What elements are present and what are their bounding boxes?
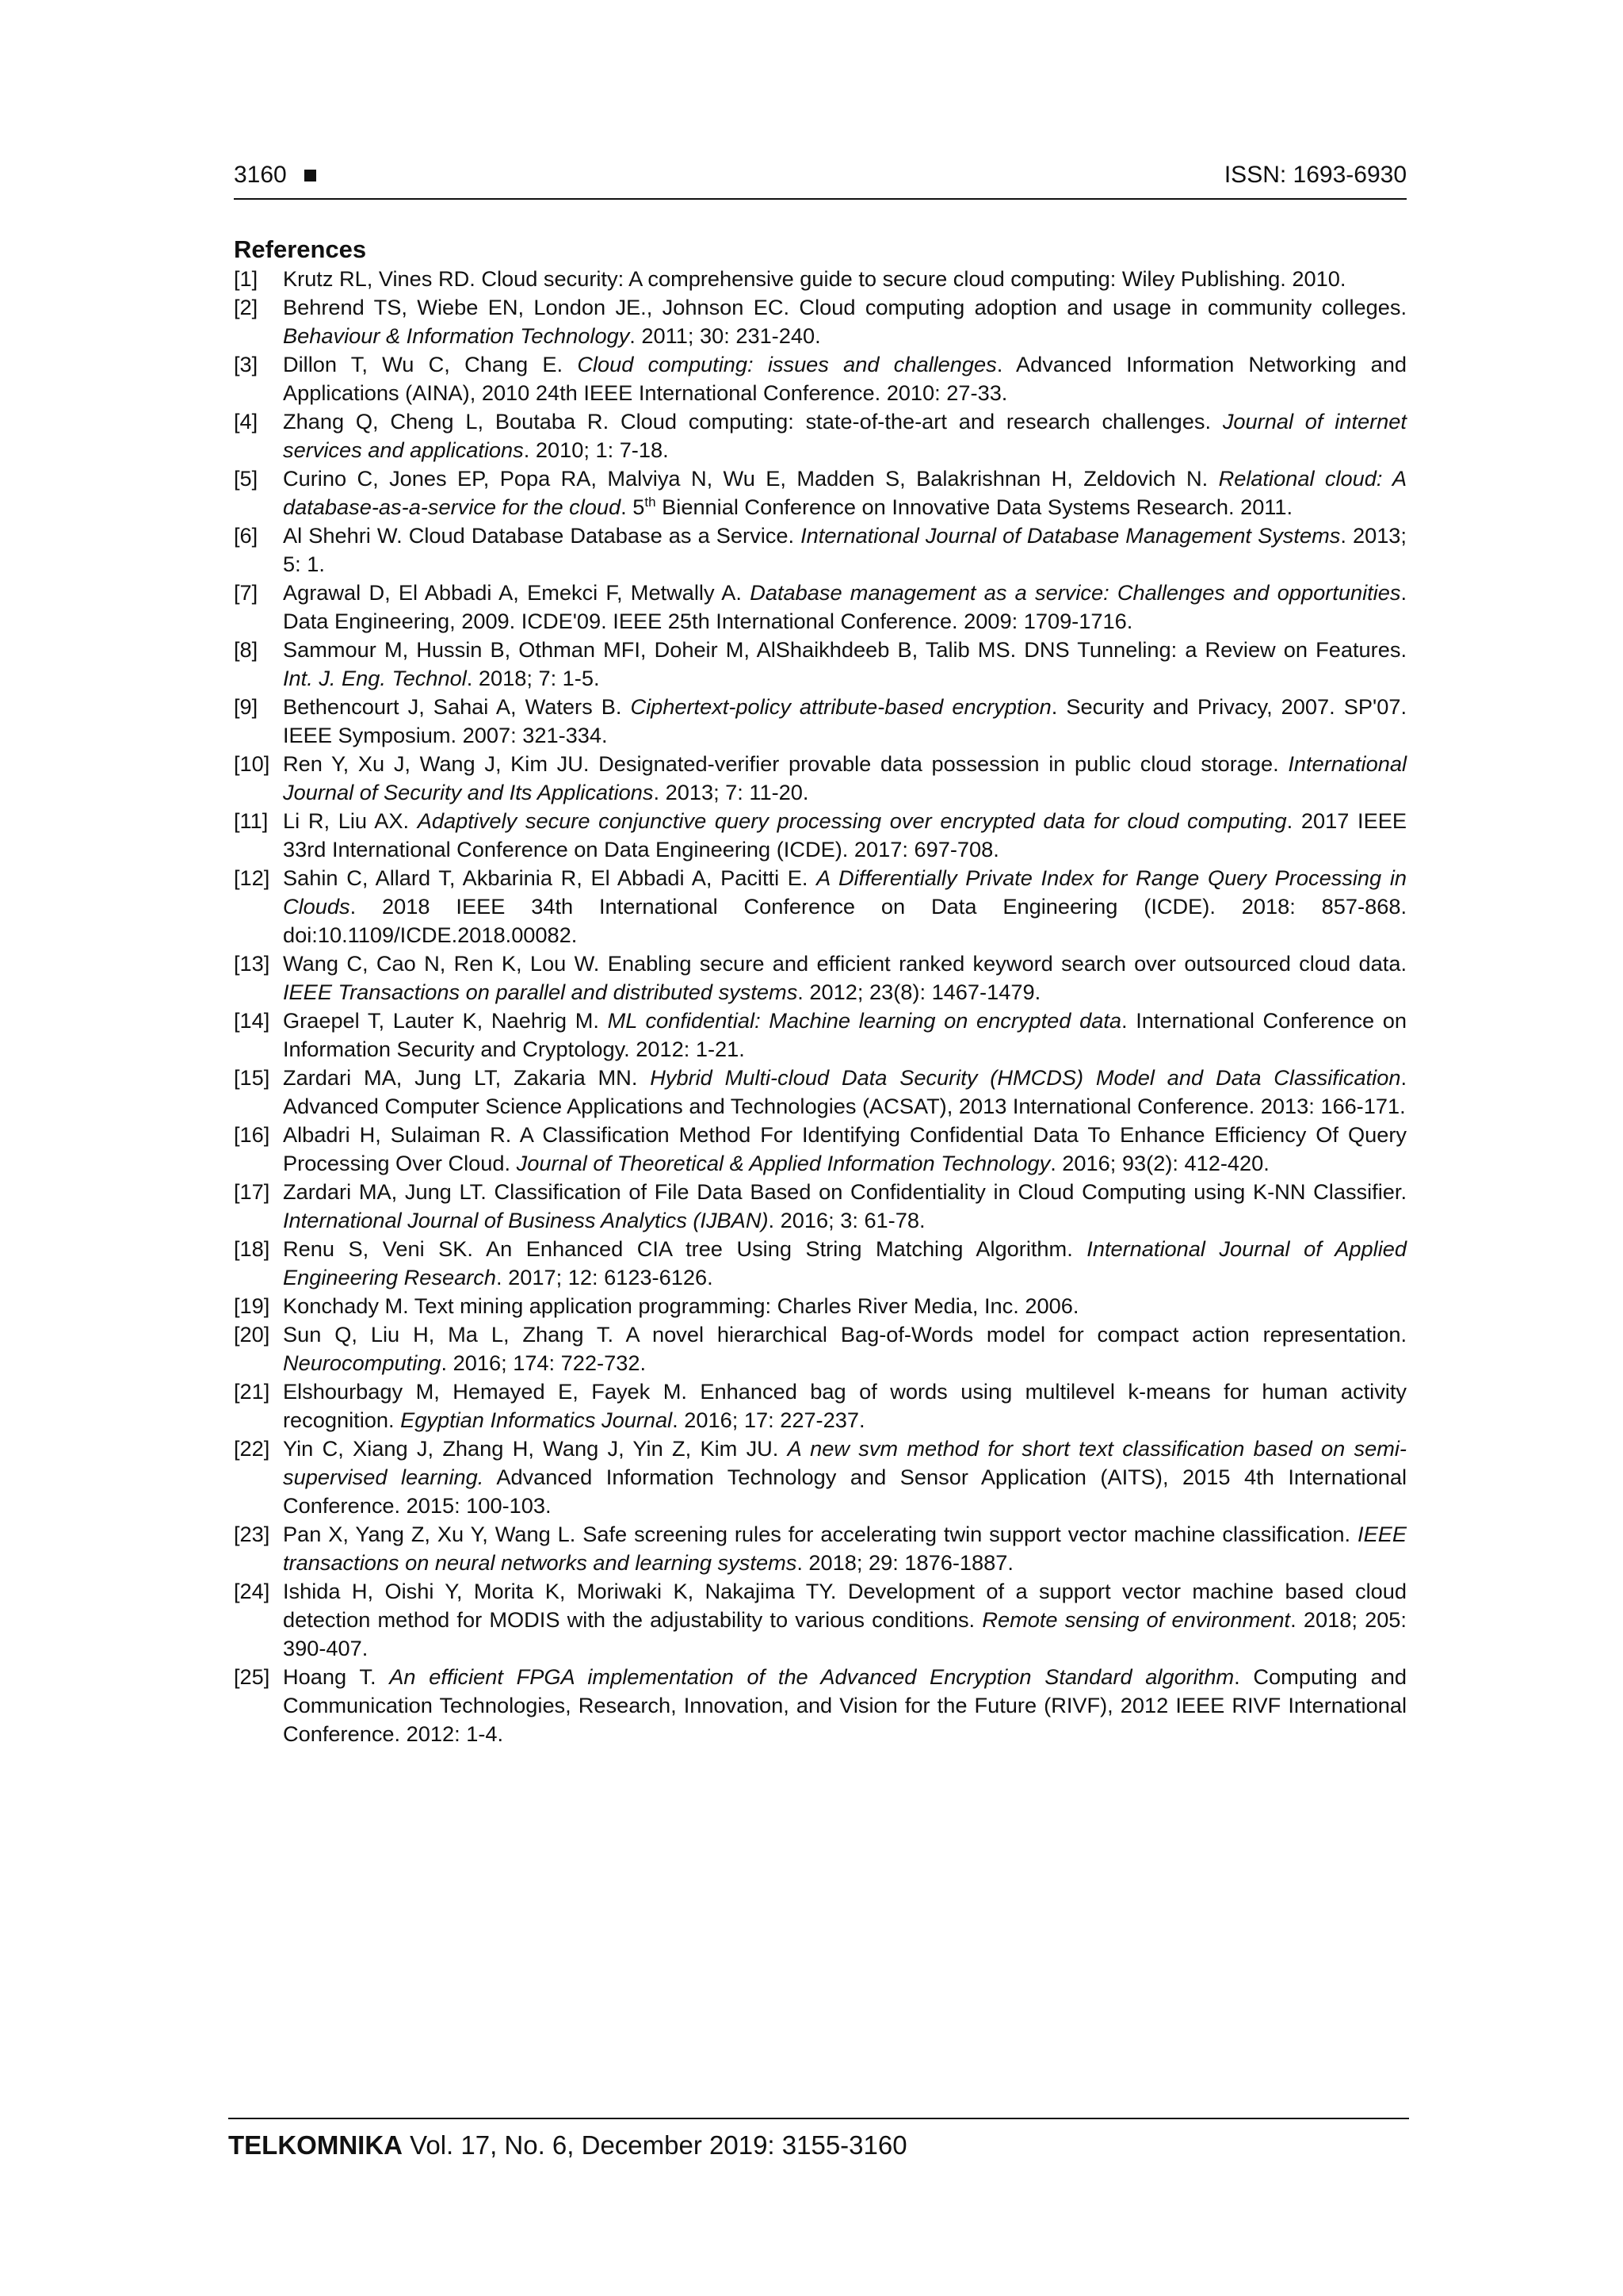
reference-italic-segment: International Journal of Security and Its Applications xyxy=(283,751,1407,804)
square-bullet-icon xyxy=(304,170,316,181)
reference-italic-segment: Remote sensing of environment xyxy=(982,1607,1291,1632)
reference-segment: Zardari MA, Jung LT. Classification of File Data Based on Confidentiality in Cloud Computing using K-NN Classifier. xyxy=(283,1179,1407,1204)
reference-number: [13] xyxy=(234,951,270,976)
references-title: References xyxy=(234,235,367,263)
reference-segment: Pan X, Yang Z, Xu Y, Wang L. Safe screening rules for accelerating twin support vector machine classification. xyxy=(283,1522,1358,1546)
reference-segment: Krutz RL, Vines RD. Cloud security: A comprehensive guide to secure cloud computing: Wiley Publishing. 2010. xyxy=(283,266,1346,291)
reference-item xyxy=(234,407,1407,464)
reference-text xyxy=(283,864,1407,949)
reference-italic-segment: Int. J. Eng. Technol xyxy=(283,666,467,690)
reference-text xyxy=(283,1377,1407,1435)
reference-segment: Li R, Liu AX. xyxy=(283,808,418,833)
reference-text xyxy=(283,464,1407,521)
reference-segment: Sahin C, Allard T, Akbarinia R, El Abbadi A, Pacitti E. xyxy=(283,865,817,890)
reference-text xyxy=(283,350,1407,407)
reference-segment: Zhang Q, Cheng L, Boutaba R. Cloud computing: state-of-the-art and research challenges. xyxy=(283,409,1223,434)
reference-segment: . Computing and Communication Technologies, Research, Innovation, and Vision for the Future (RIVF), 2012 IEEE RIVF International Conference. 2012: 1-4. xyxy=(283,1664,1407,1746)
reference-segment: . 2012; 23(8): 1467-1479. xyxy=(797,980,1041,1004)
reference-segment: Behrend TS, Wiebe EN, London JE., Johnson EC. Cloud computing adoption and usage in community colleges. xyxy=(283,295,1407,319)
reference-italic-segment: Neurocomputing xyxy=(283,1350,441,1375)
reference-italic-segment: Egyptian Informatics Journal xyxy=(400,1408,673,1432)
reference-number: [21] xyxy=(234,1379,270,1404)
reference-text xyxy=(283,1007,1407,1064)
reference-segment: . 2011; 30: 231-240. xyxy=(629,323,821,348)
reference-segment: Elshourbagy M, Hemayed E, Fayek M. Enhanced bag of words using multilevel k-means for human activity recognition. xyxy=(283,1379,1407,1432)
reference-text xyxy=(283,1435,1407,1520)
reference-item xyxy=(234,1121,1407,1178)
reference-text xyxy=(283,750,1407,807)
reference-italic-segment: Journal of internet services and applications xyxy=(283,409,1407,462)
reference-text xyxy=(283,1064,1407,1121)
reference-segment: . 2016; 17: 227-237. xyxy=(672,1408,865,1432)
reference-number: [9] xyxy=(234,694,258,719)
reference-segment: Wang C, Cao N, Ren K, Lou W. Enabling secure and efficient ranked keyword search over outsourced cloud data. xyxy=(283,951,1407,976)
reference-segment: . 2018; 205: 390-407. xyxy=(283,1607,1407,1660)
reference-text xyxy=(283,1178,1407,1235)
reference-text xyxy=(283,407,1407,464)
reference-item xyxy=(234,750,1407,807)
reference-italic-segment: International Journal of Business Analytics (IJBAN) xyxy=(283,1208,769,1232)
reference-text xyxy=(283,1663,1407,1748)
reference-item xyxy=(234,636,1407,693)
reference-number: [19] xyxy=(234,1293,270,1318)
reference-segment: . International Conference on Information Security and Cryptology. 2012: 1-21. xyxy=(283,1008,1407,1061)
reference-segment: . 2016; 174: 722-732. xyxy=(441,1350,646,1375)
reference-item xyxy=(234,521,1407,579)
reference-number: [16] xyxy=(234,1122,270,1147)
reference-text xyxy=(283,293,1407,350)
reference-text xyxy=(283,1577,1407,1663)
reference-segment: Ren Y, Xu J, Wang J, Kim JU. Designated-verifier provable data possession in public cloud storage. xyxy=(283,751,1289,776)
page-footer xyxy=(228,2118,1409,2160)
reference-item xyxy=(234,1377,1407,1435)
reference-segment: Graepel T, Lauter K, Naehrig M. xyxy=(283,1008,608,1033)
reference-segment: Yin C, Xiang J, Zhang H, Wang J, Yin Z, Kim JU. xyxy=(283,1436,788,1461)
reference-superscript: th xyxy=(644,494,656,510)
reference-segment: Albadri H, Sulaiman R. A Classification Method For Identifying Confidential Data To Enhance Efficiency Of Query Processing Over Cloud. xyxy=(283,1122,1407,1175)
reference-text xyxy=(283,636,1407,693)
reference-list xyxy=(234,265,1407,1748)
reference-item xyxy=(234,807,1407,864)
reference-number: [11] xyxy=(234,808,269,833)
reference-number: [2] xyxy=(234,295,258,319)
reference-number: [3] xyxy=(234,352,258,376)
reference-segment: . 2018 IEEE 34th International Conference on Data Engineering (ICDE). 2018: 857-868. doi:10.1109/ICDE.2018.00082. xyxy=(283,894,1407,947)
issue-info: Vol. 17, No. 6, December 2019: 3155-3160 xyxy=(410,2130,907,2160)
reference-segment: . 2016; 93(2): 412-420. xyxy=(1050,1151,1270,1175)
reference-segment: . 2013; 7: 11-20. xyxy=(653,780,809,804)
reference-italic-segment: International Journal of Database Management Systems xyxy=(800,523,1341,548)
reference-text xyxy=(283,265,1407,293)
reference-text xyxy=(283,807,1407,864)
reference-segment: Renu S, Veni SK. An Enhanced CIA tree Using String Matching Algorithm. xyxy=(283,1236,1087,1261)
reference-number: [8] xyxy=(234,637,258,662)
reference-segment: . Security and Privacy, 2007. SP'07. IEEE Symposium. 2007: 321-334. xyxy=(283,694,1407,747)
reference-italic-segment: Ciphertext-policy attribute-based encryption xyxy=(630,694,1052,719)
reference-item xyxy=(234,1577,1407,1663)
reference-segment: . Advanced Information Networking and Applications (AINA), 2010 24th IEEE International Conference. 2010: 27-33. xyxy=(283,352,1407,405)
reference-item xyxy=(234,1435,1407,1520)
reference-italic-segment: IEEE transactions on neural networks and learning systems xyxy=(283,1522,1407,1575)
reference-italic-segment: ML confidential: Machine learning on encrypted data xyxy=(607,1008,1122,1033)
reference-item xyxy=(234,579,1407,636)
reference-number: [4] xyxy=(234,409,258,434)
issn-label: ISSN: 1693-6930 xyxy=(1224,162,1407,188)
reference-text xyxy=(283,949,1407,1007)
reference-segment: . 5 xyxy=(621,495,645,519)
reference-segment: Konchady M. Text mining application programming: Charles River Media, Inc. 2006. xyxy=(283,1293,1079,1318)
header-left xyxy=(234,162,316,189)
reference-number: [17] xyxy=(234,1179,270,1204)
reference-item xyxy=(234,1178,1407,1235)
reference-segment: . 2018; 29: 1876-1887. xyxy=(796,1550,1014,1575)
reference-text xyxy=(283,1235,1407,1292)
reference-italic-segment: Behaviour & Information Technology xyxy=(283,323,630,348)
reference-italic-segment: Database management as a service: Challenges and opportunities xyxy=(750,580,1401,605)
reference-italic-segment: Journal of Theoretical & Applied Information Technology xyxy=(516,1151,1051,1175)
reference-item xyxy=(234,693,1407,750)
reference-item xyxy=(234,1007,1407,1064)
reference-segment: Sammour M, Hussin B, Othman MFI, Doheir M, AlShaikhdeeb B, Talib MS. DNS Tunneling: a Review on Features. xyxy=(283,637,1407,662)
reference-segment: Curino C, Jones EP, Popa RA, Malviya N, Wu E, Madden S, Balakrishnan H, Zeldovich N. xyxy=(283,466,1219,491)
reference-number: [14] xyxy=(234,1008,270,1033)
journal-name: TELKOMNIKA xyxy=(228,2130,403,2160)
reference-segment: . 2018; 7: 1-5. xyxy=(466,666,600,690)
reference-segment: Zardari MA, Jung LT, Zakaria MN. xyxy=(283,1065,651,1090)
page-number: 3160 xyxy=(234,162,287,188)
reference-italic-segment: A new svm method for short text classification based on semi-supervised learning. xyxy=(283,1436,1407,1489)
reference-item xyxy=(234,1663,1407,1748)
reference-text xyxy=(283,579,1407,636)
reference-italic-segment: International Journal of Applied Engineering Research xyxy=(283,1236,1407,1289)
reference-number: [6] xyxy=(234,523,258,548)
reference-item xyxy=(234,350,1407,407)
reference-number: [23] xyxy=(234,1522,270,1546)
reference-segment: Ishida H, Oishi Y, Morita K, Moriwaki K, Nakajima TY. Development of a support vector machine based cloud detection method for MODIS with the adjustability to various conditions. xyxy=(283,1579,1407,1632)
reference-segment: Bethencourt J, Sahai A, Waters B. xyxy=(283,694,631,719)
reference-italic-segment: IEEE Transactions on parallel and distributed systems xyxy=(283,980,798,1004)
references-section xyxy=(234,235,1407,1748)
reference-number: [25] xyxy=(234,1664,270,1689)
reference-segment: Agrawal D, El Abbadi A, Emekci F, Metwally A. xyxy=(283,580,750,605)
reference-italic-segment: Cloud computing: issues and challenges xyxy=(577,352,997,376)
reference-text xyxy=(283,1121,1407,1178)
reference-item xyxy=(234,1064,1407,1121)
reference-item xyxy=(234,1320,1407,1377)
reference-segment: Sun Q, Liu H, Ma L, Zhang T. A novel hierarchical Bag-of-Words model for compact action representation. xyxy=(283,1322,1407,1347)
reference-text xyxy=(283,1520,1407,1577)
reference-segment: Al Shehri W. Cloud Database Database as a Service. xyxy=(283,523,801,548)
reference-segment: Dillon T, Wu C, Chang E. xyxy=(283,352,578,376)
page-header xyxy=(234,155,1407,200)
reference-italic-segment: A Differentially Private Index for Range Query Processing in Clouds xyxy=(283,865,1407,919)
reference-segment: . 2016; 3: 61-78. xyxy=(768,1208,926,1232)
reference-segment: . 2017; 12: 6123-6126. xyxy=(496,1265,713,1289)
reference-segment: . 2013; 5: 1. xyxy=(283,523,1407,576)
reference-segment: Hoang T. xyxy=(283,1664,390,1689)
reference-italic-segment: Adaptively secure conjunctive query processing over encrypted data for cloud computing xyxy=(417,808,1287,833)
reference-number: [15] xyxy=(234,1065,270,1090)
reference-item xyxy=(234,1235,1407,1292)
reference-number: [10] xyxy=(234,751,270,776)
reference-number: [24] xyxy=(234,1579,270,1603)
reference-segment: Advanced Information Technology and Sensor Application (AITS), 2015 4th International Conference. 2015: 100-103. xyxy=(283,1465,1407,1518)
reference-number: [12] xyxy=(234,865,270,890)
reference-italic-segment: An efficient FPGA implementation of the Advanced Encryption Standard algorithm xyxy=(389,1664,1235,1689)
reference-segment: . 2010; 1: 7-18. xyxy=(523,437,669,462)
reference-number: [5] xyxy=(234,466,258,491)
reference-item xyxy=(234,265,1407,293)
reference-italic-segment: Relational cloud: A database-as-a-service for the cloud xyxy=(283,466,1407,519)
reference-item xyxy=(234,293,1407,350)
reference-item xyxy=(234,949,1407,1007)
reference-segment: Biennial Conference on Innovative Data Systems Research. 2011. xyxy=(655,495,1293,519)
reference-text xyxy=(283,1320,1407,1377)
reference-segment: . Advanced Computer Science Applications and Technologies (ACSAT), 2013 International Conference. 2013: 166-171. xyxy=(283,1065,1407,1118)
reference-segment: . Data Engineering, 2009. ICDE'09. IEEE 25th International Conference. 2009: 1709-1716. xyxy=(283,580,1407,633)
reference-number: [22] xyxy=(234,1436,270,1461)
reference-text xyxy=(283,521,1407,579)
reference-number: [20] xyxy=(234,1322,270,1347)
reference-number: [1] xyxy=(234,266,258,291)
reference-number: [18] xyxy=(234,1236,270,1261)
reference-segment: . 2017 IEEE 33rd International Conference on Data Engineering (ICDE). 2017: 697-708. xyxy=(283,808,1407,861)
reference-text xyxy=(283,1292,1407,1320)
reference-italic-segment: Hybrid Multi-cloud Data Security (HMCDS) Model and Data Classification xyxy=(650,1065,1401,1090)
reference-number: [7] xyxy=(234,580,258,605)
reference-item xyxy=(234,1292,1407,1320)
reference-item xyxy=(234,864,1407,949)
reference-item xyxy=(234,464,1407,521)
reference-item xyxy=(234,1520,1407,1577)
reference-text xyxy=(283,693,1407,750)
